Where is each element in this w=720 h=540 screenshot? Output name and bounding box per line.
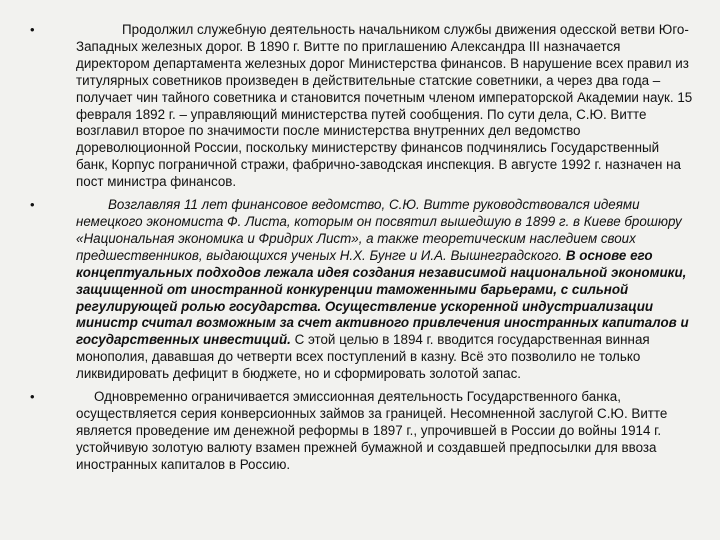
bullet-marker: •	[30, 389, 35, 405]
paragraph-2-normal-text: С этой целью в 1894 г. вводится государственная винная монополия, дававшая до четверти всех поступлений в казну. Всё это позволило не только ликвидировать дефицит в бюджете, но и сформировать золотой запас.	[76, 332, 650, 382]
bullet-marker: •	[30, 22, 35, 37]
paragraph-2-italic-text: Возглавляя 11 лет финансовое ведомство, С.Ю. Витте руководствовался идеями немецкого экономиста Ф. Листа, которым он посвятил вышедшую в 1899 г. в Киеве брошюру «Национальная экономика и Фридрих Лист», а также теоретическим наследием своих предшественников, выдающихся ученых Н.Х. Бунге и И.А. Вышнеградского.	[76, 197, 682, 263]
paragraph-1-text: Продолжил служебную деятельность начальником службы движения одесской ветви Юго-Западных железных дорог. В 1890 г. Витте по приглашению Александра III назначается директором департамента железных дорог Министерства финансов. В нарушение всех правил из титулярных советников произведен в действительные статские советники, а через два года – получает чин тайного советника и становится почетным членом императорской Академии наук. 15 февраля 1892 г. – управляющий министерства путей сообщения. По сути дела, С.Ю. Витте возглавил второе по значимости после министерства внутренних дел ведомство дореволюционной России, поскольку министерству финансов подчинялись Государственный банк, Корпус пограничной стражи, фабрично-заводская инспекция. В августе 1992 г. назначен на пост министра финансов.	[76, 22, 693, 190]
bullet-list	[26, 22, 694, 474]
bullet-item-2	[26, 197, 694, 383]
bullet-marker: •	[30, 197, 35, 213]
bullet-item-3	[26, 389, 694, 474]
bullet-item-1	[26, 22, 694, 191]
paragraph-3-text: Одновременно ограничивается эмиссионная деятельность Государственного банка, осуществляется серия конверсионных займов за границей. Несомненной заслугой С.Ю. Витте является проведение им денежной реформы в 1897 г., упрочившей в России до войны 1914 г. устойчивую золотую валюту взамен прежней бумажной и создавшей предпосылки для ввоза иностранных капиталов в Россию.	[76, 389, 668, 472]
paragraph-2-bold-text: В основе его концептуальных подходов лежала идея создания независимой национальной экономики, защищенной от иностранной конкуренции таможенными барьерами, с сильной регулирующей ролью государства. Осуществление ускоренной индустриализации министр считал возможным за счет активного привлечения иностранных капиталов и государственных инвестиций.	[76, 247, 689, 348]
